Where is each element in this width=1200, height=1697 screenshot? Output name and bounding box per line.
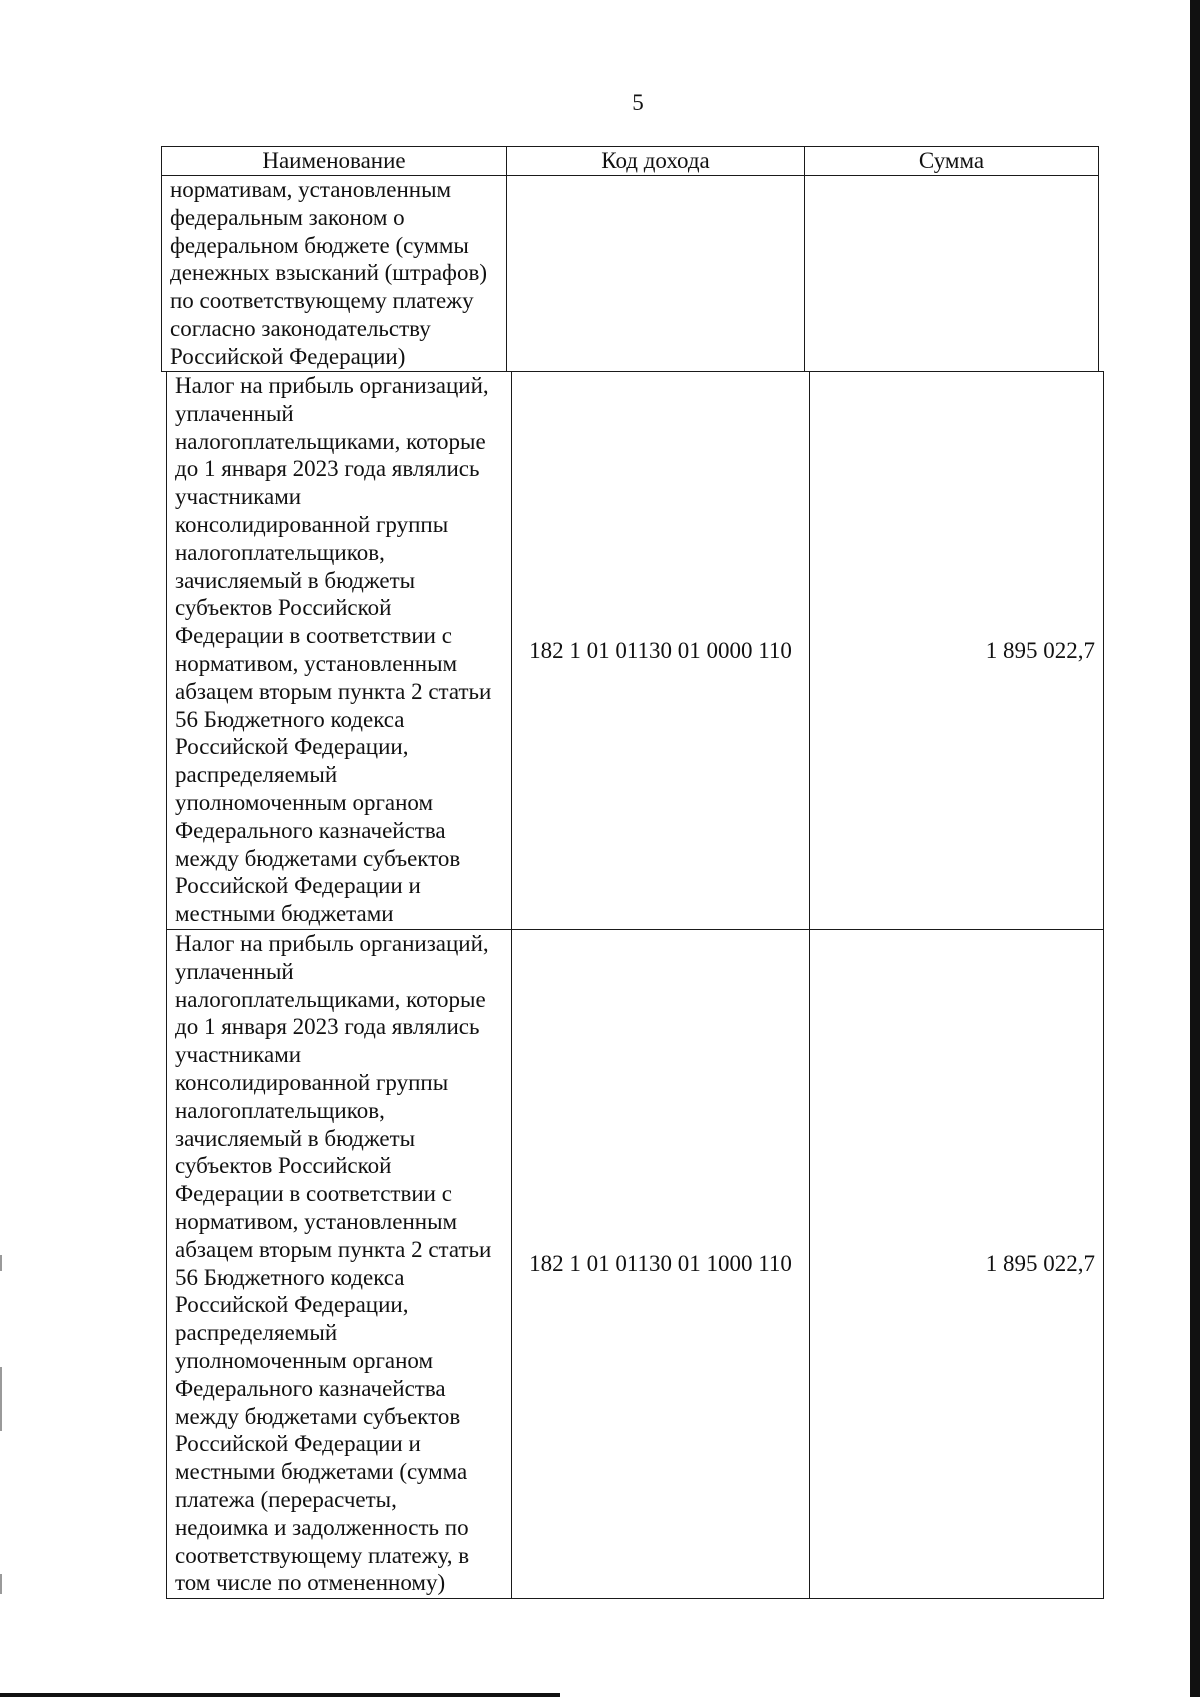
scan-margin-mark — [0, 1367, 2, 1431]
row-name-cell: Налог на прибыль организаций, уплаченный налогоплательщиками, которые до 1 января 2023 года являлись участниками консолидированной группы налогоплательщиков, зачисляемый в бюджеты субъектов Российской Федерации в соответствии с нормативом, установленным абзацем вторым пункта 2 статьи 56 Бюджетного кодекса Российской Федерации, распределяемый уполномоченным органом Федерального казначейства между бюджетами субъектов Российской Федерации и местными бюджетами — [167, 372, 512, 930]
row-sum-cell — [805, 176, 1099, 372]
scan-margin-mark — [0, 1255, 2, 1271]
scan-margin-mark — [0, 1574, 2, 1594]
row-name-cell: нормативам, установленным федеральным законом о федеральном бюджете (суммы денежных взысканий (штрафов) по соответствующему платежу согласно законодательству Российской Федерации) — [162, 176, 507, 372]
table-row — [167, 372, 1104, 930]
header-income-code: Код дохода — [507, 147, 805, 176]
table-row — [167, 930, 1104, 1599]
table-row — [162, 176, 1099, 372]
revenue-table-continued — [166, 371, 1104, 1599]
row-sum-cell: 1 895 022,7 — [810, 930, 1104, 1599]
row-sum-cell: 1 895 022,7 — [810, 372, 1104, 930]
scan-edge-right — [1190, 0, 1200, 1697]
revenue-table — [161, 146, 1099, 372]
header-name: Наименование — [162, 147, 507, 176]
table-header-row — [162, 147, 1099, 176]
scan-edge-bottom — [0, 1693, 560, 1697]
row-code-cell: 182 1 01 01130 01 0000 110 — [512, 372, 810, 930]
row-name-cell: Налог на прибыль организаций, уплаченный налогоплательщиками, которые до 1 января 2023 года являлись участниками консолидированной группы налогоплательщиков, зачисляемый в бюджеты субъектов Российской Федерации в соответствии с нормативом, установленным абзацем вторым пункта 2 статьи 56 Бюджетного кодекса Российской Федерации, распределяемый уполномоченным органом Федерального казначейства между бюджетами субъектов Российской Федерации и местными бюджетами (сумма платежа (перерасчеты, недоимка и задолженность по соответствующему платежу, в том числе по отмененному) — [167, 930, 512, 1599]
row-code-cell: 182 1 01 01130 01 1000 110 — [512, 930, 810, 1599]
page-number: 5 — [632, 90, 644, 115]
row-code-cell — [507, 176, 805, 372]
header-sum: Сумма — [805, 147, 1099, 176]
